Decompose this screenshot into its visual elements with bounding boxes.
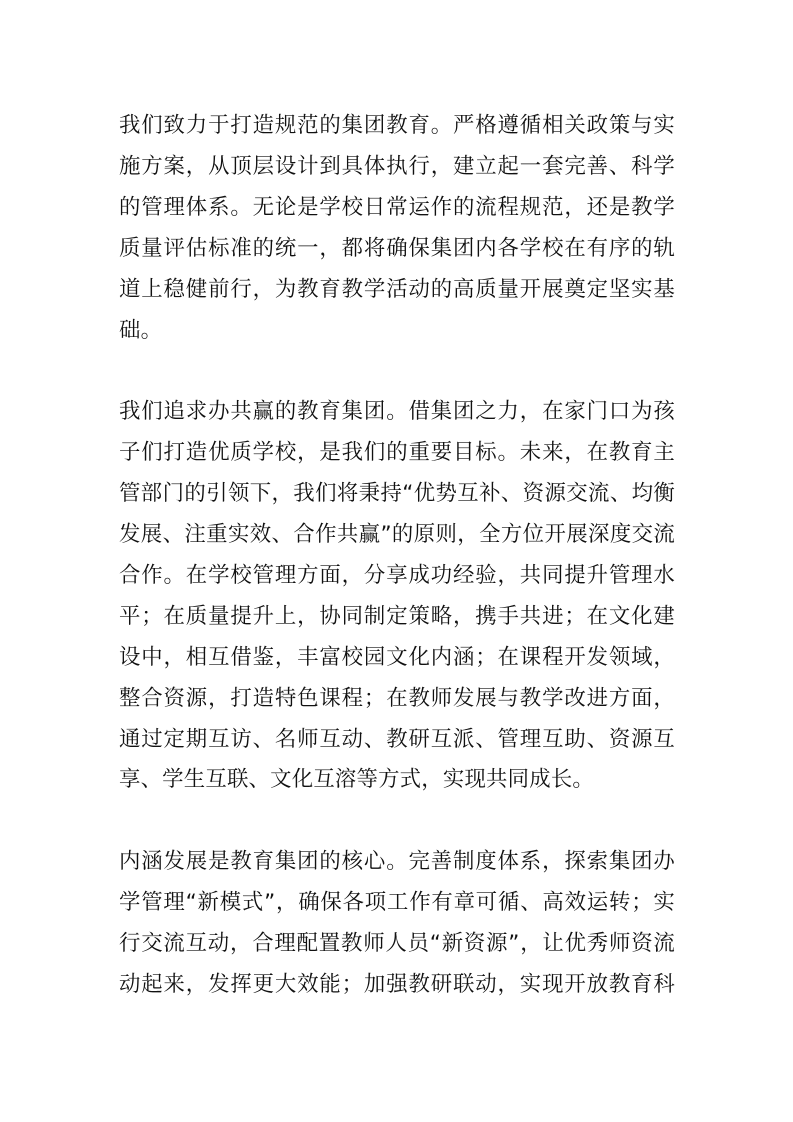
text-line: 动起来，发挥更大效能；加强教研联动，实现开放教育科: [119, 972, 675, 997]
text-line: 平；在质量提升上，协同制定策略，携手共进；在文化建: [119, 603, 675, 629]
text-line: 整合资源，打造特色课程；在教师发展与教学改进方面，: [119, 685, 675, 711]
text-line: 享、学生互联、文化互溶等方式，实现共同成长。: [119, 767, 594, 793]
text-line: 合作。在学校管理方面，分享成功经验，共同提升管理水: [119, 562, 675, 588]
text-line: 行交流互动，合理配置教师人员“新资源”，让优秀师资流: [119, 931, 675, 957]
text-line: 通过定期互访、名师互动、教研互派、管理互助、资源互: [119, 726, 675, 752]
text-line: 质量评估标准的统一，都将确保集团内各学校在有序的轨: [119, 235, 675, 261]
text-line: 内涵发展是教育集团的核心。完善制度体系，探索集团办: [119, 849, 675, 875]
text-line: 的管理体系。无论是学校日常运作的流程规范，还是教学: [119, 194, 675, 220]
text-line: 我们追求办共赢的教育集团。借集团之力，在家门口为孩: [119, 399, 675, 425]
text-line: 础。: [119, 317, 163, 343]
text-line: 管部门的引领下，我们将秉持“优势互补、资源交流、均衡: [119, 481, 675, 507]
document-body: [119, 106, 675, 1047]
text-line: 道上稳健前行，为教育教学活动的高质量开展奠定坚实基: [119, 276, 675, 302]
paragraph-win-win-group: [119, 392, 675, 801]
paragraph-standardized-education: [119, 106, 675, 351]
text-line: 学管理“新模式”，确保各项工作有章可循、高效运转；实: [119, 890, 675, 916]
text-line: 施方案，从顶层设计到具体执行，建立起一套完善、科学: [119, 153, 675, 179]
text-line: 子们打造优质学校，是我们的重要目标。未来，在教育主: [119, 440, 675, 466]
text-line: 发展、注重实效、合作共赢”的原则，全方位开展深度交流: [119, 522, 675, 548]
text-line: 设中，相互借鉴，丰富校园文化内涵；在课程开发领域，: [119, 644, 675, 670]
text-line: 我们致力于打造规范的集团教育。严格遵循相关政策与实: [119, 113, 675, 138]
paragraph-connotation-development: [119, 842, 675, 1006]
